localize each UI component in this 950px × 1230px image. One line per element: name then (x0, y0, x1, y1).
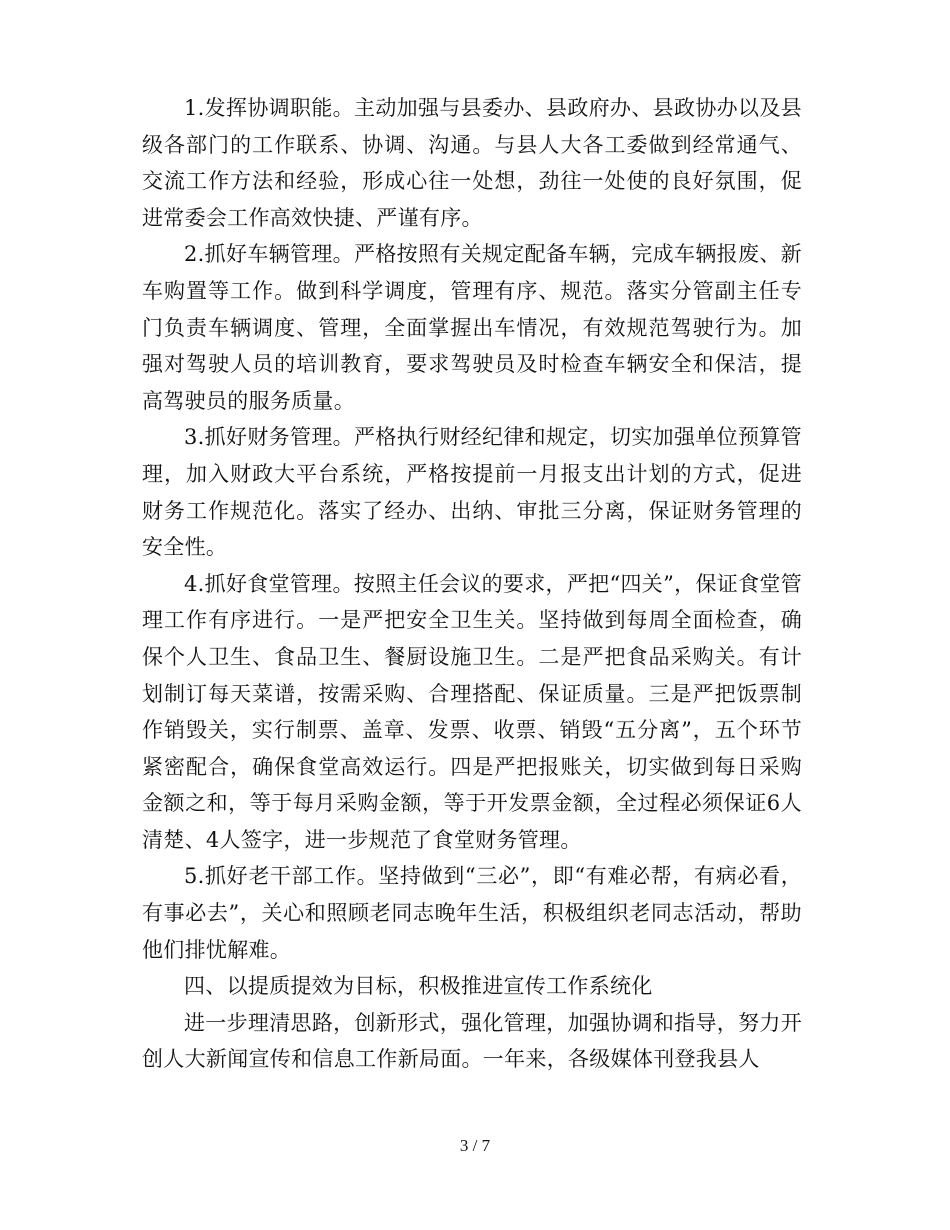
paragraph-finance-management: 3.抓好财务管理。严格执行财经纪律和规定，切实加强单位预算管理，加入财政大平台系统，严格按提前一月报支出计划的方式，促进财务工作规范化。落实了经办、出纳、审批三分离，保证财务管理的安全性。 (142, 425, 802, 560)
paragraph-vehicle-management: 2.抓好车辆管理。严格按照有关规定配备车辆，完成车辆报废、新车购置等工作。做到科学调度，管理有序、规范。落实分管副主任专门负责车辆调度、管理，全面掌握出车情况，有效规范驾驶行为。加强对驾驶人员的培训教育，要求驾驶员及时检查车辆安全和保洁，提高驾驶员的服务质量。 (142, 242, 802, 413)
paragraph-canteen-management: 4.抓好食堂管理。按照主任会议的要求，严把“四关”，保证食堂管理工作有序进行。一是严把安全卫生关。坚持做到每周全面检查，确保个人卫生、食品卫生、餐厨设施卫生。二是严把食品采购关。有计划制订每天菜谱，按需采购、合理搭配、保证质量。三是严把饭票制作销毁关，实行制票、盖章、发票、收票、销毁“五分离”，五个环节紧密配合，确保食堂高效运行。四是严把报账关，切实做到每日采购金额之和，等于每月采购金额，等于开发票金额，全过程必须保证6人清楚、4人签字，进一步规范了食堂财务管理。 (142, 571, 802, 852)
paragraph-publicity: 进一步理清思路，创新形式，强化管理，加强协调和指导，努力开创人大新闻宣传和信息工作新局面。一年来，各级媒体刊登我县人 (142, 1010, 802, 1072)
section-heading-publicity: 四、以提质提效为目标，积极推进宣传工作系统化 (184, 974, 653, 999)
document-body (142, 90, 802, 1078)
page-number: 3 / 7 (459, 1136, 491, 1155)
paragraph-veteran-cadres: 5.抓好老干部工作。坚持做到“三必”，即“有难必帮，有病必看，有事必去”，关心和照顾老同志晚年生活，积极组织老同志活动，帮助他们排忧解难。 (142, 864, 802, 962)
paragraph-coordination: 1.发挥协调职能。主动加强与县委办、县政府办、县政协办以及县级各部门的工作联系、协调、沟通。与县人大各工委做到经常通气、交流工作方法和经验，形成心往一处想，劲往一处使的良好氛围，促进常委会工作高效快捷、严谨有序。 (142, 96, 802, 230)
